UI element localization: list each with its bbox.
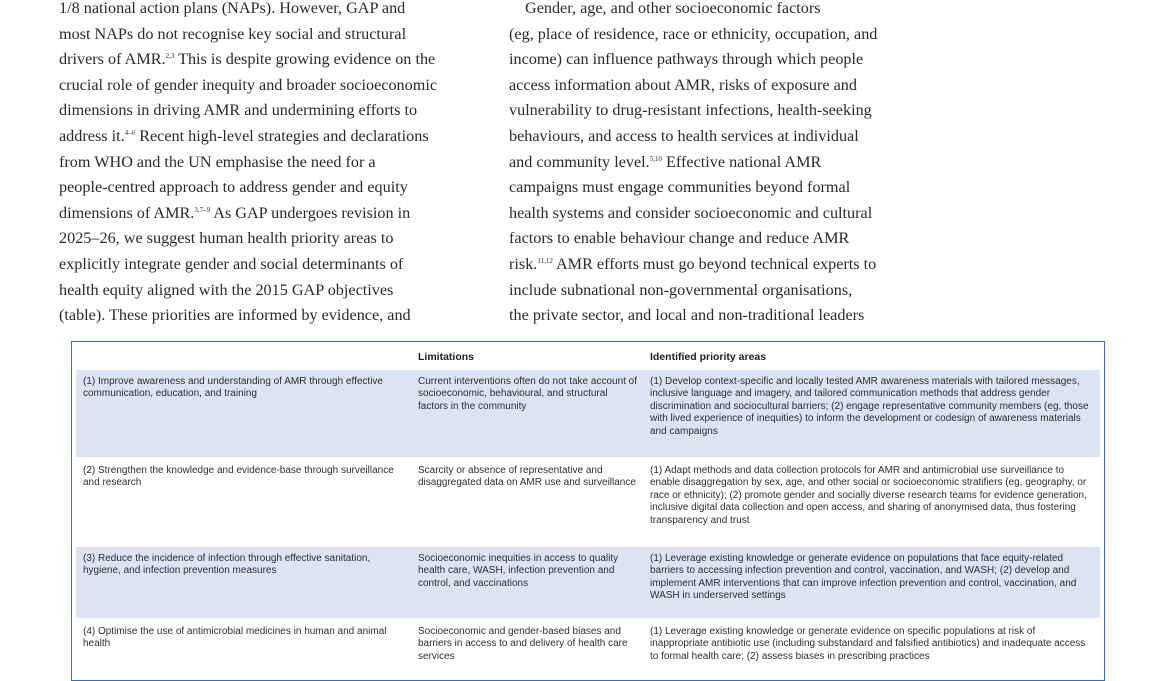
text-line: most NAPs do not recognise key social and structural xyxy=(59,24,407,43)
reference-citation[interactable]: 2,3 xyxy=(165,52,175,61)
table-row xyxy=(76,547,1100,618)
objective-cell: (1) Improve awareness and understanding of AMR through effective communication, education, and training xyxy=(83,376,383,400)
limitations-cell: Socioeconomic and gender-based biases and barriers in access to and delivery of health care services xyxy=(418,626,628,662)
text-line: dimensions of AMR.$^{3,7-9}$ As GAP undergoes revision in xyxy=(59,203,411,222)
text-line: 2025–26, we suggest human health priority areas to xyxy=(59,229,394,248)
limitations-cell: Socioeconomic inequities in access to quality health care, WASH, infection prevention and control, and vaccinations xyxy=(418,553,619,589)
text-line: campaigns must engage communities beyond formal xyxy=(509,178,851,197)
priority-areas-cell: (1) Leverage existing knowledge or generate evidence on specific populations at risk of inappropriate antibiotic use (including substandard and falsified antibiotics) and inadequate access to formal health care; (2) assess biases in prescribing practices xyxy=(650,626,1086,662)
body-text-right-column xyxy=(509,0,930,329)
body-text-left-column xyxy=(59,0,492,329)
table-row xyxy=(76,459,1100,545)
reference-citation[interactable]: 5,10 xyxy=(649,154,662,163)
objective-cell: (2) Strengthen the knowledge and evidence-base through surveillance and research xyxy=(83,465,394,489)
text-line: explicitly integrate gender and social determinants of xyxy=(59,254,404,273)
text-line: from WHO and the UN emphasise the need for a xyxy=(59,152,376,171)
header-priority-areas: Identified priority areas xyxy=(650,351,767,363)
text-line: 1/8 national action plans (NAPs). However, GAP and xyxy=(59,0,406,17)
text-line: and community level.$^{5,10}$ Effective national AMR xyxy=(509,152,822,171)
text-line: address it.$^{4-6}$ Recent high-level strategies and declarations xyxy=(59,126,429,145)
text-line: risk.$^{11,12}$ AMR efforts must go beyond technical experts to xyxy=(509,254,877,273)
text-line: health systems and consider socioeconomic and cultural xyxy=(509,203,873,222)
text-line: access information about AMR, risks of exposure and xyxy=(509,75,857,94)
text-line: drivers of AMR.$^{2,3}$ This is despite growing evidence on the xyxy=(59,50,436,69)
limitations-cell: Scarcity or absence of representative and disaggregated data on AMR use and surveillance xyxy=(418,465,636,489)
text-line: (table). These priorities are informed by evidence, and xyxy=(59,306,411,325)
priority-areas-cell: (1) Develop context-specific and locally tested AMR awareness materials with tailored messages, inclusive language and imagery, and tailored communication methods that address gender discrimination and sociocultural barriers; (2) engage representative community members (eg, those with lived experience of inequities) to inform the development or codesign of awareness materials and campaigns xyxy=(650,376,1089,437)
text-line: income) can influence pathways through which people xyxy=(509,50,864,69)
priority-areas-cell: (1) Leverage existing knowledge or generate evidence on populations that face equity-related barriers to accessing infection prevention and control, vaccination, and WASH; (2) develop and implement AMR interventions that can improve infection prevention and control, vaccination, and WASH in underserved settings xyxy=(650,553,1077,602)
text-line: crucial role of gender inequity and broader socioeconomic xyxy=(59,75,438,94)
priority-areas-table xyxy=(71,341,1105,681)
header-limitations: Limitations xyxy=(418,351,475,363)
priority-areas-cell: (1) Adapt methods and data collection protocols for AMR and antimicrobial use surveillance to enable disaggregation by sex, age, and other social or socioeconomic stratifiers (eg, geography, or race or ethnicity); (2) promote gender and socially diverse research teams for evidence generation, inclusive digital data collection and open access, and sharing of anonymised data, thus fostering transparency and trust xyxy=(650,465,1087,526)
table-row xyxy=(76,370,1100,457)
text-line: factors to enable behaviour change and reduce AMR xyxy=(509,229,850,248)
text-line: Gender, age, and other socioeconomic factors xyxy=(525,0,821,17)
reference-citation[interactable]: 3,7–9 xyxy=(194,205,211,214)
text-line: dimensions in driving AMR and undermining efforts to xyxy=(59,101,418,120)
text-line: include subnational non-governmental organisations, xyxy=(509,280,853,299)
objective-cell: (3) Reduce the incidence of infection through effective sanitation, hygiene, and infection prevention measures xyxy=(83,553,371,577)
reference-citation[interactable]: 4–6 xyxy=(124,128,136,137)
text-line: behaviours, and access to health services at individual xyxy=(509,126,859,145)
objective-cell: (4) Optimise the use of antimicrobial medicines in human and animal health xyxy=(83,626,387,650)
limitations-cell: Current interventions often do not take account of socioeconomic, behavioural, and structural factors in the community xyxy=(418,376,638,412)
text-line: (eg, place of residence, race or ethnicity, occupation, and xyxy=(509,24,878,43)
text-line: health equity aligned with the 2015 GAP objectives xyxy=(59,280,394,299)
text-line: people-centred approach to address gender and equity xyxy=(59,178,408,197)
table-row xyxy=(76,620,1100,680)
text-line: vulnerability to drug-resistant infections, health-seeking xyxy=(509,101,872,120)
reference-citation[interactable]: 11,12 xyxy=(537,256,553,265)
table-header-row xyxy=(72,351,1104,367)
text-line: the private sector, and local and non-traditional leaders xyxy=(509,306,865,325)
